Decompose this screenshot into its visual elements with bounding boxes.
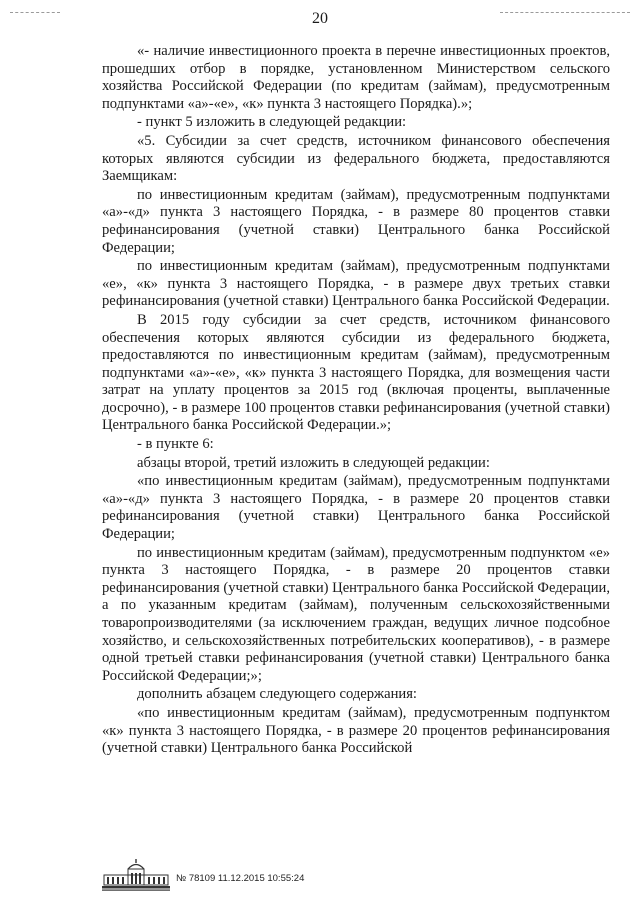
parliament-building-logo [100,858,172,892]
document-body [102,43,610,759]
paragraph: дополнить абзацем следующего содержания: [137,686,417,703]
paragraph: «по инвестиционным кредитам (займам), предусмотренным подпунктом «к» пункта 3 настоящего Порядка, - в размере 20 процентов рефинансирования (учетной ставки) Центрального банка Российской [102,704,610,757]
paragraph: по инвестиционным кредитам (займам), предусмотренным подпунктом «е» пункта 3 настоящего Порядка, - в размере 20 процентов ставки рефинансирования (учетной ставки) Центрального банка Российской Федерации, а по указанным кредитам (займам), полученным сельскохозяйственными товаропроизводителями (за исключением граждан, ведущих личное подсобное хозяйство, и сельскохозяйственных потребительских кооперативов), - в размере одной третьей ставки рефинансирования (учетной ставки) Центрального банка Российской Федерации;»; [102,544,610,684]
paragraph: абзацы второй, третий изложить в следующей редакции: [137,454,490,471]
page-number: 20 [312,10,328,27]
paragraph: по инвестиционным кредитам (займам), предусмотренным подпунктами «е», «к» пункта 3 настоящего Порядка, - в размере двух третьих ставки рефинансирования (учетной ставки) Центрального банка Российской Федерации. [102,258,610,310]
paragraph: - пункт 5 изложить в следующей редакции: [137,114,407,131]
registration-stamp: № 78109 11.12.2015 10:55:24 [176,873,305,884]
paragraph: «5. Субсидии за счет средств, источником финансового обеспечения которых являются субсидии из федерального бюджета, предоставляются Заемщикам: [102,132,610,185]
paragraph: «по инвестиционным кредитам (займам), предусмотренным подпунктами «а»-«д» пункта 3 настоящего Порядка, - в размере 20 процентов ставки рефинансирования (учетной ставки) Центрального банка Российской Федерации; [102,473,610,543]
paragraph: «- наличие инвестиционного проекта в перечне инвестиционных проектов, прошедших отбор в порядке, установленном Министерством сельского хозяйства Российской Федерации (по кредитам (займам), предусмотренным подпунктами «а»-«е», «к» пункта 3 настоящего Порядка).»; [102,43,610,112]
paragraph: по инвестиционным кредитам (займам), предусмотренным подпунктами «а»-«д» пункта 3 настоящего Порядка, - в размере 80 процентов ставки рефинансирования (учетной ставки) Центрального банка Российской Федерации; [102,186,610,256]
paragraph: В 2015 году субсидии за счет средств, источником финансового обеспечения которых являются субсидии из федерального бюджета, предоставляются по инвестиционным кредитам (займам), предусмотренным подпунктами «а»-«е», «к» пункта 3 настоящего Порядка, для возмещения части затрат на уплату процентов за 2015 год (включая проценты, выплаченные досрочно), - в размере 100 процентов ставки рефинансирования (учетной ставки) Центрального банка Российской Федерации.»; [102,311,610,434]
paragraph: - в пункте 6: [137,436,214,453]
footer [100,858,500,898]
